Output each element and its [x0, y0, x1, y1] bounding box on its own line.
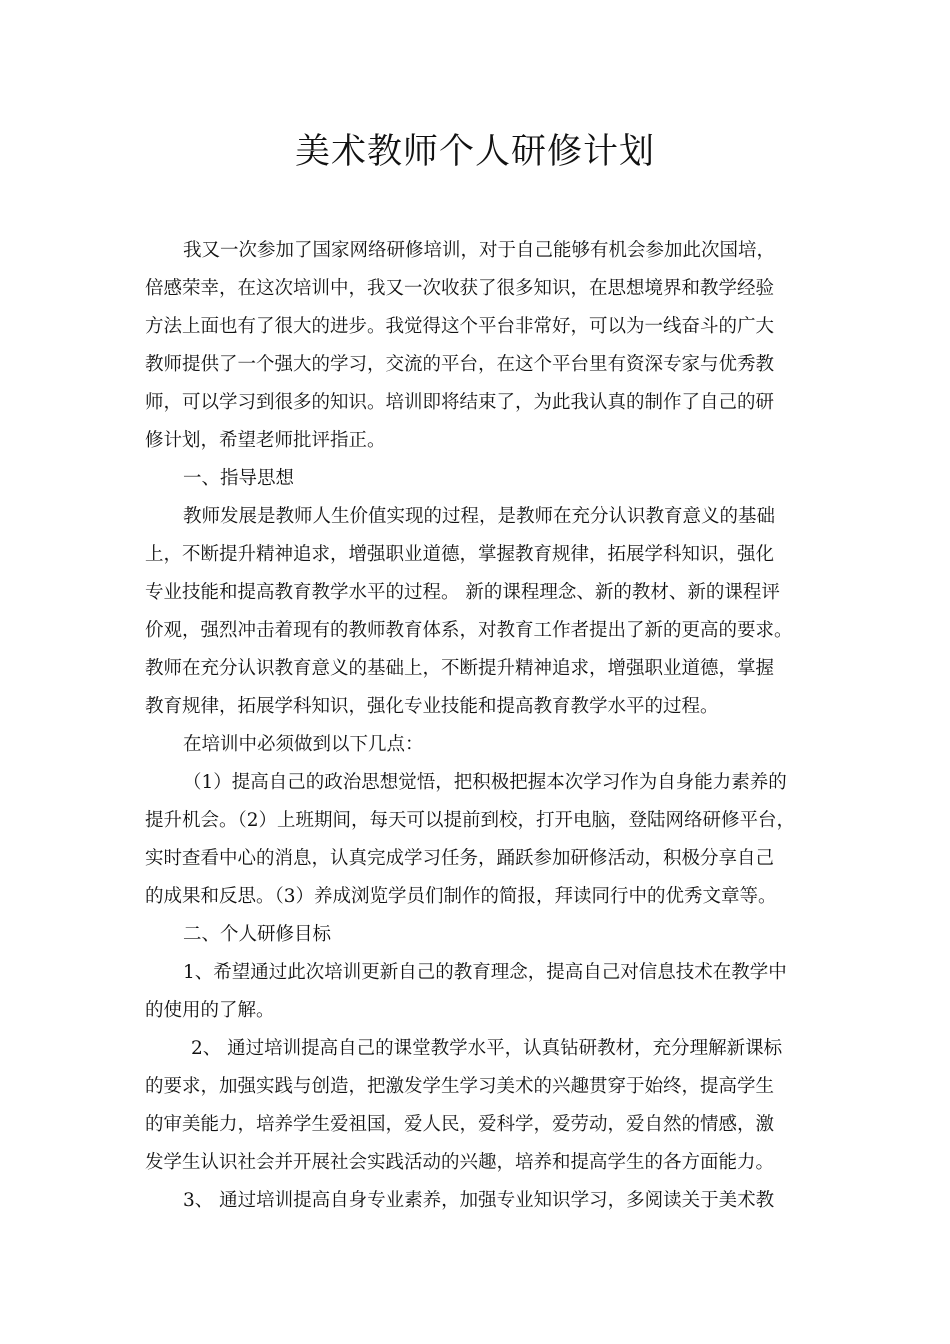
text-line: 在培训中必须做到以下几点： [183, 734, 424, 755]
text-line: 师，可以学习到很多的知识。培训即将结束了，为此我认真的制作了自己的研 [145, 392, 775, 413]
text-line: 1、希望通过此次培训更新自己的教育理念，提高自己对信息技术在教学中 [183, 962, 787, 983]
text-line: 的使用的了解。 [145, 1000, 275, 1021]
document-body [145, 232, 815, 1220]
text-line: 方法上面也有了很大的进步。我觉得这个平台非常好，可以为一线奋斗的广大 [145, 316, 775, 337]
text-line: 2、 通过培训提高自己的课堂教学水平，认真钻研教材，充分理解新课标 [191, 1038, 783, 1059]
text-line: 教师发展是教师人生价值实现的过程，是教师在充分认识教育意义的基础 [183, 506, 776, 527]
text-line: （1）提高自己的政治思想觉悟，把积极把握本次学习作为自身能力素养的 [183, 772, 787, 793]
text-line: 提升机会。（2）上班期间，每天可以提前到校，打开电脑，登陆网络研修平台， [145, 810, 796, 831]
text-line: 专业技能和提高教育教学水平的过程。 新的课程理念、新的教材、新的课程评 [145, 582, 780, 603]
text-line: 的成果和反思。（3）养成浏览学员们制作的简报，拜读同行中的优秀文章等。 [145, 886, 777, 907]
text-line: 教师在充分认识教育意义的基础上，不断提升精神追求，增强职业道德，掌握 [145, 658, 775, 679]
text-line: 实时查看中心的消息，认真完成学习任务，踊跃参加研修活动，积极分享自己 [145, 848, 775, 869]
text-line: 一、指导思想 [183, 468, 295, 489]
text-line: 倍感荣幸，在这次培训中，我又一次收获了很多知识，在思想境界和教学经验 [145, 278, 775, 299]
text-line: 我又一次参加了国家网络研修培训，对于自己能够有机会参加此次国培， [183, 240, 776, 261]
text-line: 教师提供了一个强大的学习，交流的平台，在这个平台里有资深专家与优秀教 [145, 354, 775, 375]
text-line: 价观，强烈冲击着现有的教师教育体系，对教育工作者提出了新的更高的要求。 [145, 620, 793, 641]
text-line: 的要求，加强实践与创造，把激发学生学习美术的兴趣贯穿于始终，提高学生 [145, 1076, 775, 1097]
text-line: 教育规律，拓展学科知识，强化专业技能和提高教育教学水平的过程。 [145, 696, 719, 717]
text-line: 修计划，希望老师批评指正。 [145, 430, 386, 451]
text-line: 发学生认识社会并开展社会实践活动的兴趣，培养和提高学生的各方面能力。 [145, 1152, 775, 1173]
text-line: 3、 通过培训提高自身专业素养，加强专业知识学习，多阅读关于美术教 [183, 1190, 775, 1211]
text-line: 二、个人研修目标 [183, 924, 332, 945]
text-line: 上，不断提升精神追求，增强职业道德，掌握教育规律，拓展学科知识，强化 [145, 544, 775, 565]
text-line: 的审美能力，培养学生爱祖国，爱人民，爱科学，爱劳动，爱自然的情感，激 [145, 1114, 775, 1135]
page-title: 美术教师个人研修计划 [294, 132, 655, 172]
